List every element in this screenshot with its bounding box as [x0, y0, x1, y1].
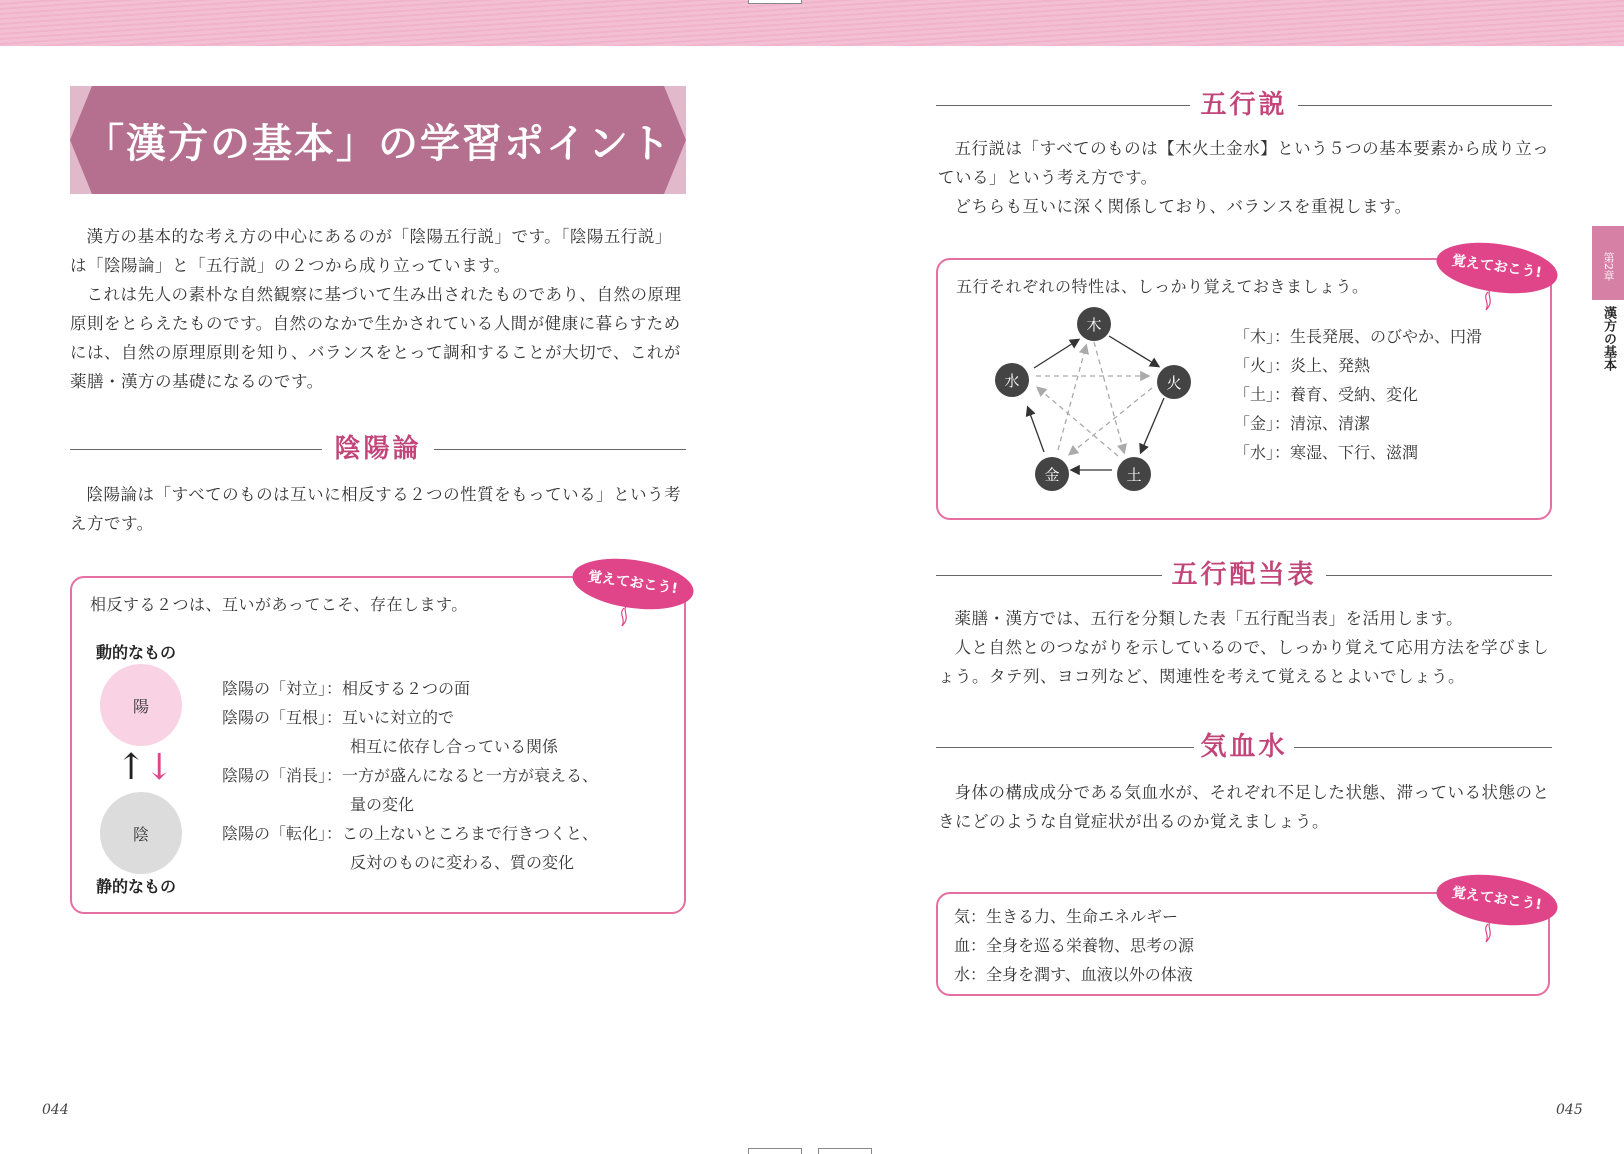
yinyang-point-3b: 量の変化 — [350, 795, 415, 814]
crop-mark-bottom-right — [818, 1148, 872, 1154]
item-ki: 気：生きる力、生命エネルギー — [954, 907, 1179, 926]
haitou-paragraph-2: 人と自然とのつながりを示しているので、しっかり覚えて応用方法を学びましょう。タテ列、ヨコ列など、関連性を考えて覚えるとよいでしょう。 — [938, 638, 1550, 686]
kiketsusui-text — [938, 778, 1554, 836]
yinyang-point-1: 陰陽の「対立」：相反する２つの面 — [222, 679, 471, 698]
kiketsusui-heading — [936, 732, 1552, 762]
badge-text: 覚えておこう! — [1450, 252, 1543, 282]
yinyang-arrows — [116, 748, 172, 788]
svg-text:金: 金 — [1044, 466, 1060, 484]
intro-paragraph-1: 漢方の基本的な考え方の中心にあるのが「陰陽五行説」です。「陰陽五行説」は「陰陽論」と「五行説」の２つから成り立っています。 — [70, 227, 672, 275]
node-fire — [1157, 365, 1191, 399]
node-metal — [1035, 457, 1069, 491]
yinyang-memo-box — [70, 576, 686, 914]
gogyo-heading — [936, 90, 1552, 120]
svg-text:水: 水 — [1004, 372, 1020, 390]
title-banner — [70, 86, 686, 194]
yinyang-point-2: 陰陽の「互根」：互いに対立的で — [222, 708, 455, 727]
badge-tail-icon — [616, 604, 636, 628]
trait-earth: 「土」：養育、受納、変化 — [1234, 385, 1419, 404]
kiketsusui-heading-label: 気血水 — [1200, 732, 1288, 762]
yinyang-heading-label: 陰陽論 — [334, 434, 422, 464]
haitou-heading-label: 五行配当表 — [1171, 560, 1317, 590]
gogyo-text — [938, 134, 1554, 221]
arrow-fire-metal — [1070, 388, 1152, 454]
intro-text — [70, 222, 688, 396]
chapter-tab: 第2章 — [1592, 226, 1624, 300]
arrow-wood-earth — [1094, 342, 1124, 452]
arrow-metal-water — [1028, 408, 1044, 452]
memo-badge-gogyo — [1436, 244, 1562, 296]
yinyang-paragraph: 陰陽論は「すべてのものは互いに相反する２つの性質をもっている」という考え方です。 — [70, 485, 682, 533]
yinyang-point-2b: 相互に依存し合っている関係 — [350, 737, 559, 756]
haitou-text — [938, 604, 1554, 691]
yinyang-points — [222, 674, 598, 877]
gogyo-memo-box — [936, 258, 1552, 520]
yin-circle: 陰 — [100, 792, 182, 874]
node-wood — [1077, 307, 1111, 341]
arrow-up-icon: ↑ — [116, 747, 145, 788]
badge-text: 覚えておこう! — [586, 568, 679, 598]
badge-text: 覚えておこう! — [1450, 884, 1543, 914]
arrow-earth-water — [1038, 388, 1118, 456]
yinyang-text — [70, 480, 688, 538]
trait-fire: 「火」：炎上、発熱 — [1234, 356, 1371, 375]
page-number-right: 045 — [1556, 1102, 1583, 1118]
crop-mark-bottom-left — [748, 1148, 802, 1154]
chapter-label: 漢方の基本 — [1601, 306, 1616, 371]
arrow-fire-earth — [1141, 398, 1164, 452]
svg-text:土: 土 — [1126, 466, 1142, 484]
node-earth — [1117, 457, 1151, 491]
memo-badge-left — [572, 560, 698, 612]
crop-mark-top — [748, 0, 802, 4]
gogyo-paragraph-1: 五行説は「すべてのものは【木火土金水】という５つの基本要素から成り立っている」という考え方です。 — [938, 139, 1550, 187]
badge-tail-icon — [1480, 920, 1500, 944]
gogyo-paragraph-2: どちらも互いに深く関係しており、バランスを重視します。 — [954, 197, 1412, 216]
trait-metal: 「金」：清涼、清潔 — [1234, 414, 1371, 433]
arrow-metal-wood — [1058, 346, 1086, 450]
yang-circle: 陽 — [100, 664, 182, 746]
svg-text:木: 木 — [1086, 316, 1102, 334]
haitou-heading — [936, 560, 1552, 590]
page-title: 「漢方の基本」の学習ポイント — [84, 120, 672, 167]
arrow-water-wood — [1034, 340, 1078, 368]
gogyo-memo-lead: 五行それぞれの特性は、しっかり覚えておきましょう。 — [956, 277, 1369, 296]
top-decor-band — [0, 0, 1624, 46]
trait-wood: 「木」：生長発展、のびやか、円滑 — [1234, 327, 1483, 346]
node-water — [995, 363, 1029, 397]
item-ketsu: 血：全身を巡る栄養物、思考の源 — [954, 936, 1195, 955]
memo-badge-kiketsusui — [1436, 876, 1562, 928]
yinyang-point-4b: 反対のものに変わる、質の変化 — [350, 853, 575, 872]
haitou-paragraph-1: 薬膳・漢方では、五行を分類した表「五行配当表」を活用します。 — [954, 609, 1464, 628]
kiketsusui-items — [954, 902, 1194, 989]
yinyang-point-4: 陰陽の「転化」：この上ないところまで行きつくと、 — [222, 824, 599, 843]
dynamic-label: 動的なもの — [96, 643, 177, 662]
kiketsusui-paragraph: 身体の構成成分である気血水が、それぞれ不足した状態、滞っている状態のときにどのような自覚症状が出るのか覚えましょう。 — [938, 783, 1550, 831]
yinyang-point-3: 陰陽の「消長」：一方が盛んになると一方が衰える、 — [222, 766, 599, 785]
trait-water: 「水」：寒湿、下行、滋潤 — [1234, 443, 1419, 462]
arrow-down-icon: ↓ — [144, 747, 173, 788]
yinyang-memo-lead: 相反する２つは、互いがあってこそ、存在します。 — [90, 595, 468, 614]
intro-paragraph-2: これは先人の素朴な自然観察に基づいて生み出されたものであり、自然の原理原則をとらえたものです。自然のなかで生かされている人間が健康に暮らすためには、自然の原理原則を知り、バランスをとって調和することが大切で、これが薬膳・漢方の基礎になるのです。 — [70, 285, 682, 391]
svg-text:火: 火 — [1166, 374, 1182, 392]
page-number-left: 044 — [42, 1102, 69, 1118]
gogyo-heading-label: 五行説 — [1200, 90, 1288, 120]
gogyo-traits — [1234, 322, 1482, 467]
yinyang-heading — [70, 434, 686, 464]
badge-tail-icon — [1480, 288, 1500, 312]
five-elements-diagram — [978, 302, 1218, 512]
static-label: 静的なもの — [96, 877, 177, 896]
item-sui: 水：全身を潤す、血液以外の体液 — [954, 965, 1193, 984]
arrow-wood-fire — [1109, 336, 1158, 366]
